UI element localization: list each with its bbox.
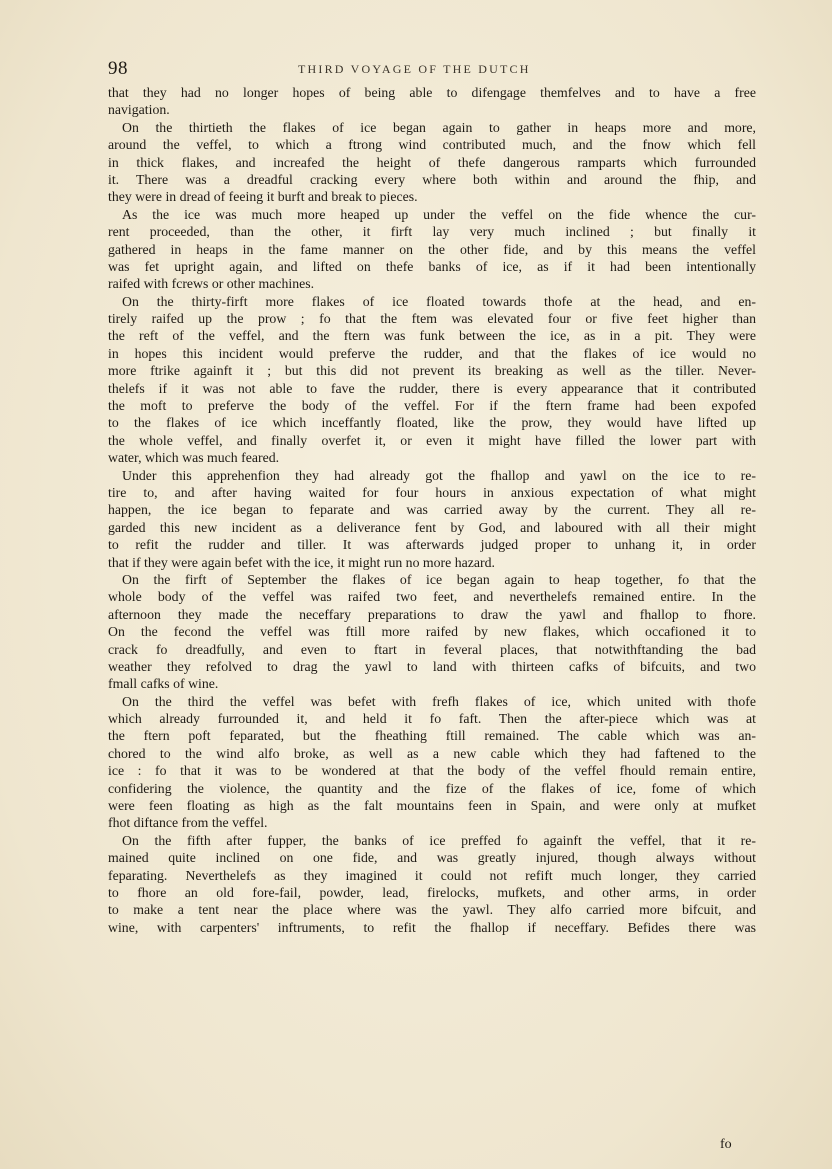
text-line: in thick flakes, and increafed the height of thefe dangerous ramparts which furrounded	[108, 154, 756, 170]
text-line: wine, with carpenters' inftruments, to refit the fhallop if neceffary. Befides there was	[108, 919, 756, 935]
text-line: gathered in heaps in the fame manner on the other fide, and by this means the veffel	[108, 241, 756, 257]
text-line: to fhore an old fore-fail, powder, lead, firelocks, mufkets, and other arms, in order	[108, 884, 756, 900]
text-line: feparating. Neverthelefs as they imagined it could not refift much longer, they carried	[108, 867, 756, 883]
text-line: On the thirty-firft more flakes of ice floated towards thofe at the head, and en-	[122, 293, 756, 309]
text-line: water, which was much feared.	[108, 450, 280, 466]
text-line: afternoon they made the neceffary preparations to draw the yawl and fhallop to fhore.	[108, 606, 756, 622]
text-line: On the thirtieth the flakes of ice began again to gather in heaps more and more,	[122, 119, 756, 135]
text-line: fmall cafks of wine.	[108, 676, 219, 692]
text-line: to refit the rudder and tiller. It was afterwards judged proper to unhang it, in order	[108, 537, 756, 553]
text-line: chored to the wind alfo broke, as well as a new cable which they had faftened to the	[108, 745, 756, 761]
text-line: the whole veffel, and finally overfet it, or even it might have filled the lower part with	[108, 432, 756, 448]
text-line: in hopes this incident would preferve the rudder, and that the flakes of ice would no	[108, 345, 756, 361]
text-line: ice : fo that it was to be wondered at that the body of the veffel fhould remain entire,	[108, 763, 756, 779]
text-line: was fet upright again, and lifted on thefe banks of ice, as if it had been intentionally	[108, 258, 756, 274]
text-line: around the veffel, to which a ftrong wind contributed much, and the fnow which fell	[108, 137, 756, 153]
running-head: THIRD VOYAGE OF THE DUTCH	[298, 62, 531, 76]
text-line: weather they refolved to drag the yawl to land with thirteen cafks of bifcuits, and two	[108, 658, 756, 674]
text-line: they were in dread of feeing it burft and break to pieces.	[108, 189, 418, 205]
text-line: navigation.	[108, 102, 170, 118]
text-line: it. There was a dreadful cracking every where both within and around the fhip, and	[108, 171, 756, 187]
text-line: On the firft of September the flakes of ice began again to heap together, fo that the	[122, 571, 756, 587]
text-line: mained quite inclined on one fide, and was greatly injured, though always without	[108, 850, 756, 866]
text-line: the reft of the veffel, and the ftern was funk between the ice, as in a pit. They were	[108, 328, 756, 344]
text-line: which already furrounded it, and held it fo faft. Then the after-piece which was at	[108, 711, 756, 727]
text-line: more ftrike againft it ; but this did not prevent its breaking as well as the tiller. Never-	[108, 363, 756, 379]
text-line: confidering the violence, the quantity and the fize of the flakes of ice, fome of which	[108, 780, 756, 796]
page-number: 98	[108, 58, 128, 79]
text-line: On the fecond the veffel was ftill more raifed by new flakes, which occafioned it to	[108, 624, 756, 640]
text-line: tire to, and after having waited for four hours in anxious expectation of what might	[108, 484, 756, 500]
text-line: rent proceeded, than the other, it firft lay very much inclined ; but finally it	[108, 224, 756, 240]
text-line: On the fifth after fupper, the banks of ice preffed fo againft the veffel, that it re-	[122, 832, 756, 848]
text-line: to make a tent near the place where was the yawl. They alfo carried more bifcuit, and	[108, 902, 756, 918]
text-line: On the third the veffel was befet with frefh flakes of ice, which united with thofe	[122, 693, 756, 709]
text-line: to the flakes of ice which inceffantly floated, like the prow, they would have lifted up	[108, 415, 756, 431]
page-header	[108, 58, 748, 80]
text-line: were feen floating as high as the falt mountains feen in Spain, and were only at mufket	[108, 798, 756, 814]
text-line: that if they were again befet with the ice, it might run no more hazard.	[108, 554, 495, 570]
text-line: As the ice was much more heaped up under the veffel on the fide whence the cur-	[122, 206, 756, 222]
text-line: crack fo dreadfully, and even to ftart in feveral places, that notwithftanding the bad	[108, 641, 756, 657]
body-text	[108, 84, 756, 936]
text-line: garded this new incident as a deliverance fent by God, and laboured with all their might	[108, 519, 756, 535]
text-line: thelefs if it was not able to fave the rudder, there is every appearance that it contributed	[108, 380, 756, 396]
text-line: Under this apprehenfion they had already got the fhallop and yawl on the ice to re-	[122, 467, 756, 483]
catchword: fo	[720, 1137, 732, 1152]
text-line: raifed with fcrews or other machines.	[108, 276, 315, 292]
text-line: fhot diftance from the veffel.	[108, 815, 268, 831]
text-line: happen, the ice began to feparate and was carried away by the current. They all re-	[108, 502, 756, 518]
text-line: tirely raifed up the prow ; fo that the ftem was elevated four or five feet higher than	[108, 311, 756, 327]
text-line: whole body of the veffel was raifed two feet, and neverthelefs remained entire. In the	[108, 589, 756, 605]
text-line: the moft to preferve the body of the veffel. For if the ftern frame had been expofed	[108, 398, 756, 414]
text-line: the ftern poft feparated, but the fheathing ftill remained. The cable which was an-	[108, 728, 756, 744]
text-line: that they had no longer hopes of being able to difengage themfelves and to have a free	[108, 85, 756, 100]
